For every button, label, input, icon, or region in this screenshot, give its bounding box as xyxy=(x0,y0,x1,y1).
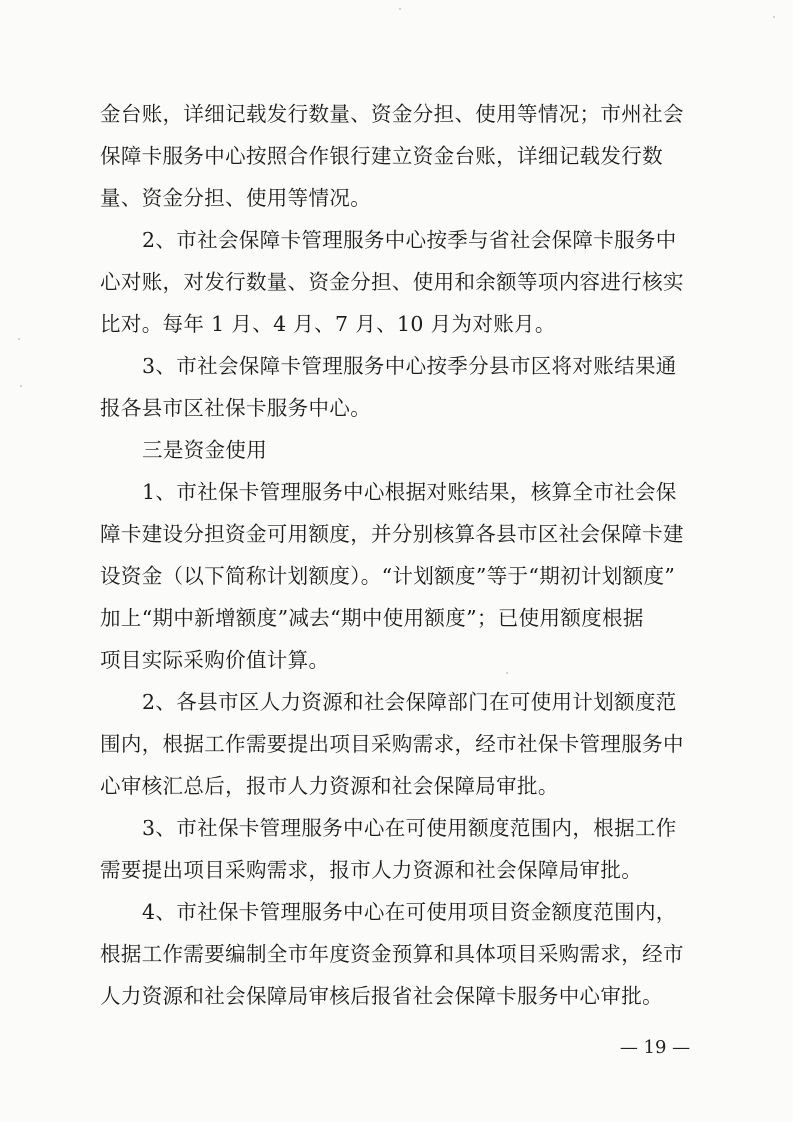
scan-speck xyxy=(506,672,508,674)
text-line-13: 加上“期中新增额度”减去“期中使用额度”；已使用额度根据 xyxy=(100,606,644,630)
text-line-10: 1、市社保卡管理服务中心根据对账结果，核算全市社会保 xyxy=(142,480,677,504)
text-line-8: 报各县市区社保卡服务中心。 xyxy=(100,396,372,420)
scan-speck xyxy=(773,16,775,18)
text-line-6: 比对。每年 1 月、4 月、7 月、10 月为对账月。 xyxy=(100,312,556,336)
text-line-19: 需要提出项目采购需求，报市人力资源和社会保障局审批。 xyxy=(100,858,643,882)
text-line-12: 设资金（以下简称计划额度）。“计划额度”等于“期初计划额度” xyxy=(100,564,676,588)
scan-speck xyxy=(20,385,22,387)
text-line-20: 4、市社保卡管理服务中心在可使用项目资金额度范围内， xyxy=(142,900,677,924)
scan-speck xyxy=(18,338,20,340)
text-line-7: 3、市社会保障卡管理服务中心按季分县市区将对账结果通 xyxy=(142,354,677,378)
text-line-21: 根据工作需要编制全市年度资金预算和具体项目采购需求，经市 xyxy=(100,942,684,966)
text-line-17: 心审核汇总后，报市人力资源和社会保障局审批。 xyxy=(100,774,559,798)
page-number: — 19 — xyxy=(619,1037,691,1058)
text-line-22: 人力资源和社会保障局审核后报省社会保障卡服务中心审批。 xyxy=(100,984,663,1008)
text-line-18: 3、市社保卡管理服务中心在可使用额度范围内，根据工作 xyxy=(142,816,677,840)
text-line-3: 量、资金分担、使用等情况。 xyxy=(100,186,372,210)
text-line-14: 项目实际采购价值计算。 xyxy=(100,648,330,672)
text-line-1: 金台账，详细记载发行数量、资金分担、使用等情况；市州社会 xyxy=(100,102,684,126)
scan-speck xyxy=(399,8,401,10)
text-line-2: 保障卡服务中心按照合作银行建立资金台账，详细记载发行数 xyxy=(100,144,663,168)
text-line-15: 2、各县市区人力资源和社会保障部门在可使用计划额度范 xyxy=(142,690,677,714)
text-line-11: 障卡建设分担资金可用额度，并分别核算各县市区社会保障卡建 xyxy=(100,522,684,546)
text-line-16: 围内，根据工作需要提出项目采购需求，经市社保卡管理服务中 xyxy=(100,732,684,756)
text-line-5: 心对账，对发行数量、资金分担、使用和余额等项内容进行核实 xyxy=(100,270,684,294)
text-line-4: 2、市社会保障卡管理服务中心按季与省社会保障卡服务中 xyxy=(142,228,677,252)
section-heading: 三是资金使用 xyxy=(142,438,268,462)
